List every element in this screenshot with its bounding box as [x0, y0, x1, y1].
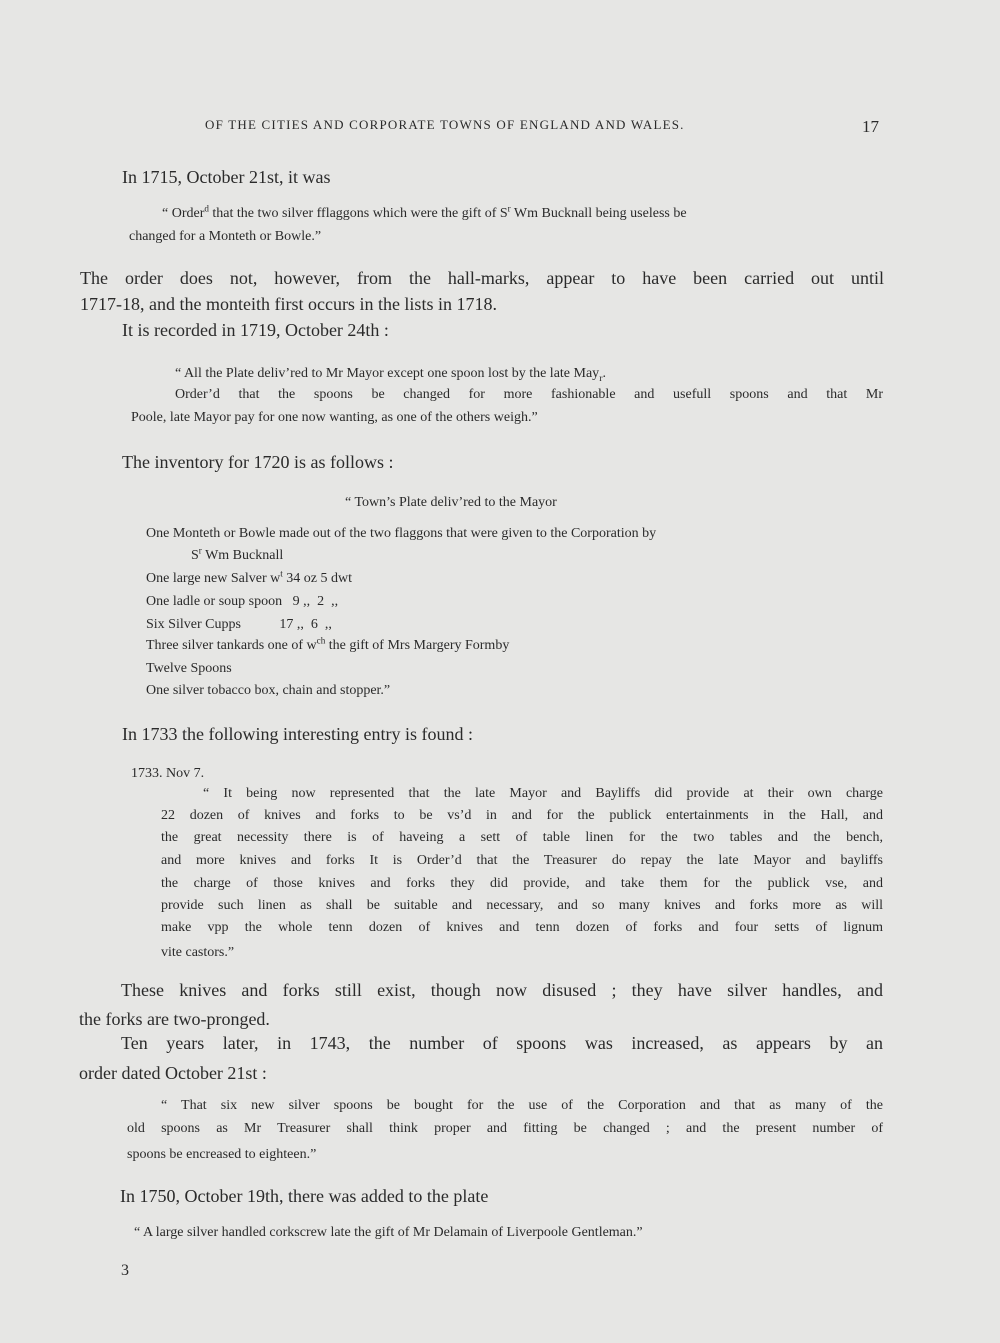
paragraph-1750-intro: In 1750, October 19th, there was added to the plate	[120, 1186, 489, 1206]
inventory-item-6: Twelve Spoons	[146, 661, 232, 676]
inventory-item-1: One Monteth or Bowle made out of the two flaggons that were given to the Corporation by	[146, 526, 657, 541]
quote-1750-line-1: “ A large silver handled corkscrew late the gift of Mr Delamain of Liverpoole Gentleman.”	[134, 1225, 643, 1240]
quote-1733-line-8: vite castors.”	[161, 945, 235, 960]
paragraph-knives-line-3: Ten years later, in 1743, the number of spoons was increased, as appears by an	[121, 1033, 883, 1053]
inventory-title: “ Town’s Plate deliv’red to the Mayor	[345, 495, 557, 510]
quote-1733-line-4: and more knives and forks It is Order’d that the Treasurer do repay the late Mayor and bayliffs	[161, 853, 883, 868]
quote-1743-line-1: “ That six new silver spoons be bought for the use of the Corporation and that as many of the	[161, 1098, 883, 1113]
paragraph-order-line-1: The order does not, however, from the hall-marks, appear to have been carried out until	[80, 268, 884, 288]
inventory-item-1-cont: $S^r$ Wm Bucknall	[191, 545, 284, 563]
quote-1743-line-2: old spoons as Mr Treasurer shall think proper and fitting be changed ; and the present number of	[127, 1121, 883, 1136]
paragraph-order-line-2: 1717-18, and the monteith first occurs in the lists in 1718.	[80, 294, 497, 314]
quote-1719-line-3: Poole, late Mayor pay for one now wanting, as one of the others weigh.”	[131, 410, 538, 425]
quote-1733-line-7: make vpp the whole tenn dozen of knives and tenn dozen of forks and four setts of lignum	[161, 920, 883, 935]
paragraph-inventory-intro: The inventory for 1720 is as follows :	[122, 452, 394, 472]
inventory-item-3: One ladle or soup spoon 9 ,, 2 ,,	[146, 594, 339, 609]
inventory-item-4: Six Silver Cupps 17 ,, 6 ,,	[146, 617, 332, 632]
paragraph-order-line-3: It is recorded in 1719, October 24th :	[122, 320, 389, 340]
inventory-item-2: One large new Salver $w^t$ 34 oz 5 dwt	[146, 568, 353, 586]
quote-1733-line-1: “ It being now represented that the late Mayor and Bayliffs did provide at their own charge	[203, 786, 883, 801]
signature-mark: 3	[121, 1262, 129, 1279]
paragraph-knives-line-1: These knives and forks still exist, though now disused ; they have silver handles, and	[121, 980, 883, 1000]
quote-1733-date: 1733. Nov 7.	[131, 766, 205, 781]
paragraph-knives-line-4: order dated October 21st :	[79, 1063, 267, 1083]
quote-1719-line-1: “ All the Plate deliv’red to Mr Mayor except one spoon lost by the late May$_r$.	[175, 366, 606, 384]
paragraph-knives-line-2: the forks are two-pronged.	[79, 1009, 270, 1029]
quote-1715-line-1: “ Order$^d$ that the two silver fflaggons which were the gift of $S^r$ Wm Bucknall being useless be	[162, 203, 687, 221]
inventory-item-5: Three silver tankards one of $w^{ch}$ the gift of Mrs Margery Formby	[146, 635, 510, 653]
paragraph-intro-1715: In 1715, October 21st, it was	[122, 167, 331, 187]
quote-1733-line-2: 22 dozen of knives and forks to be vs’d in and for the publick entertainments in the Hall, and	[161, 808, 883, 823]
quote-1733-line-5: the charge of those knives and forks they did provide, and take them for the publick vse, and	[161, 876, 883, 891]
quote-1733-line-6: provide such linen as shall be suitable and necessary, and so many knives and forks more as will	[161, 898, 883, 913]
quote-1743-line-3: spoons be encreased to eighteen.”	[127, 1147, 317, 1162]
running-head: OF THE CITIES AND CORPORATE TOWNS OF ENGLAND AND WALES.	[205, 117, 685, 132]
quote-1715-line-2: changed for a Monteth or Bowle.”	[129, 229, 322, 244]
quote-1733-line-3: the great necessity there is of haveing a sett of table linen for the two tables and the bench,	[161, 830, 883, 845]
inventory-item-7: One silver tobacco box, chain and stopper.”	[146, 683, 391, 698]
page-number: 17	[862, 117, 879, 136]
paragraph-1733-intro: In 1733 the following interesting entry is found :	[122, 724, 473, 744]
quote-1719-line-2: Order’d that the spoons be changed for more fashionable and usefull spoons and that Mr	[175, 387, 883, 402]
